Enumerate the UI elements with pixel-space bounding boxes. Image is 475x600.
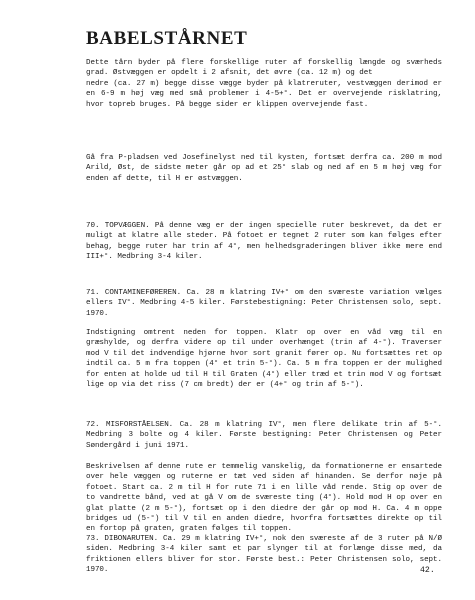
text-line: Gå fra P-pladsen ved Josefinelyst ned til kysten, fortsæt derfra ca. 200 m mod Arild, Øst, de sidste meter går op ad et 25° slab og ned af en 5 m høj væg for enden af dette, til H er østvæggen. — [86, 154, 442, 183]
text-line: 71. CONTAMINEFØREREN. Ca. 28 m klatring IV+° om den sværeste variation vælges ellers IV°. Medbring 4-5 kiler. Førstebestigning: Peter Christensen solo, sept. 1970. — [86, 289, 442, 318]
route-72-header-paragraph — [86, 420, 442, 451]
route-73-paragraph — [86, 534, 442, 576]
approach-paragraph — [86, 153, 442, 184]
route-70-paragraph — [86, 221, 442, 263]
text-line: nedre (ca. 27 m) begge disse vægge byder på klatreruter, vestvæggen derimod er en 6-9 m høj væg med små problemer i 4-5+°. Det er overvejende risklatring, hvor topreb bruges. På begge sider er klippen overvejende fast. — [86, 79, 442, 109]
text-line: Beskrivelsen af denne rute er temmelig vanskelig, da formationerne er ensartede over hele væggen og ruterne er tæt ved siden af hinanden. Se derfor nøje på fotoet. Start ca. 2 m til H for rute 71 i en lille våd rende. Stig op over de to vandrette bånd, ved at gå V om de sværeste ting (4°). Hold mod H op over en glat platte (2 m 5-°), fortsæt op i den diedre der går op mod H. Ca. 4 m oppe bridges ud (5-°) til V til en anden diedre, hvorfra fortsættes direkte op til en fortop på graten, graten følges til toppen. — [86, 463, 442, 534]
text-line: Indstigning omtrent neden for toppen. Klatr op over en våd væg til en græshylde, og derfra videre op til under overhænget (trin af 4-°). Traverser mod V til det indvendige hjørne hvor sort granit fører op. Nu fortsættes ret op indtil ca. 5 m fra toppen (4° et trin 5-°). Ca. 5 m fra toppen er der mulighed for enten at holde ud til H til Graten (4°) eller træd et trin mod V og fortsæt lige op via det riss (7 cm bredt) der er (4+° og trin af 5-°). — [86, 329, 442, 390]
route-72-description-paragraph — [86, 462, 442, 535]
text-line: 72. MISFORSTÅELSEN. Ca. 28 m klatring IV°, men flere delikate trin af 5-°. Medbring 3 bolte og 4 kiler. Første bestigning: Peter Christensen og Peter Søndergård i juni 1971. — [86, 421, 442, 450]
text-line: 70. TOPVÆGGEN. På denne væg er der ingen specielle ruter beskrevet, da det er muligt at klatre alle steder. På fotoet er tegnet 2 ruter som kan følges efter behag, begge ruter har trin af 4°, men helhedsgraderingen bliver ikke mere end III+°. Medbring 3-4 kiler. — [86, 222, 442, 262]
route-71-header-paragraph — [86, 288, 442, 319]
text-line: 73. DIBONARUTEN. Ca. 29 m klatring IV+°, nok den sværeste af de 3 ruter på N/Ø siden. Medbring 3-4 kiler samt et par slynger til at forlænge disse med, da friktionen ellers bliver for stor. Første best.: Peter Christensen solo, sept. 1970. — [86, 535, 442, 575]
intro-paragraph — [86, 58, 442, 110]
route-71-description-paragraph — [86, 328, 442, 390]
page-title: BABELSTÅRNET — [86, 28, 248, 49]
text-line: Dette tårn byder på flere forskellige ruter af forskellig længde og sværheds grad. Østvæggen er opdelt i 2 afsnit, det øvre (ca. 12 m) og det — [86, 59, 442, 78]
page-number: 42. — [420, 566, 435, 575]
